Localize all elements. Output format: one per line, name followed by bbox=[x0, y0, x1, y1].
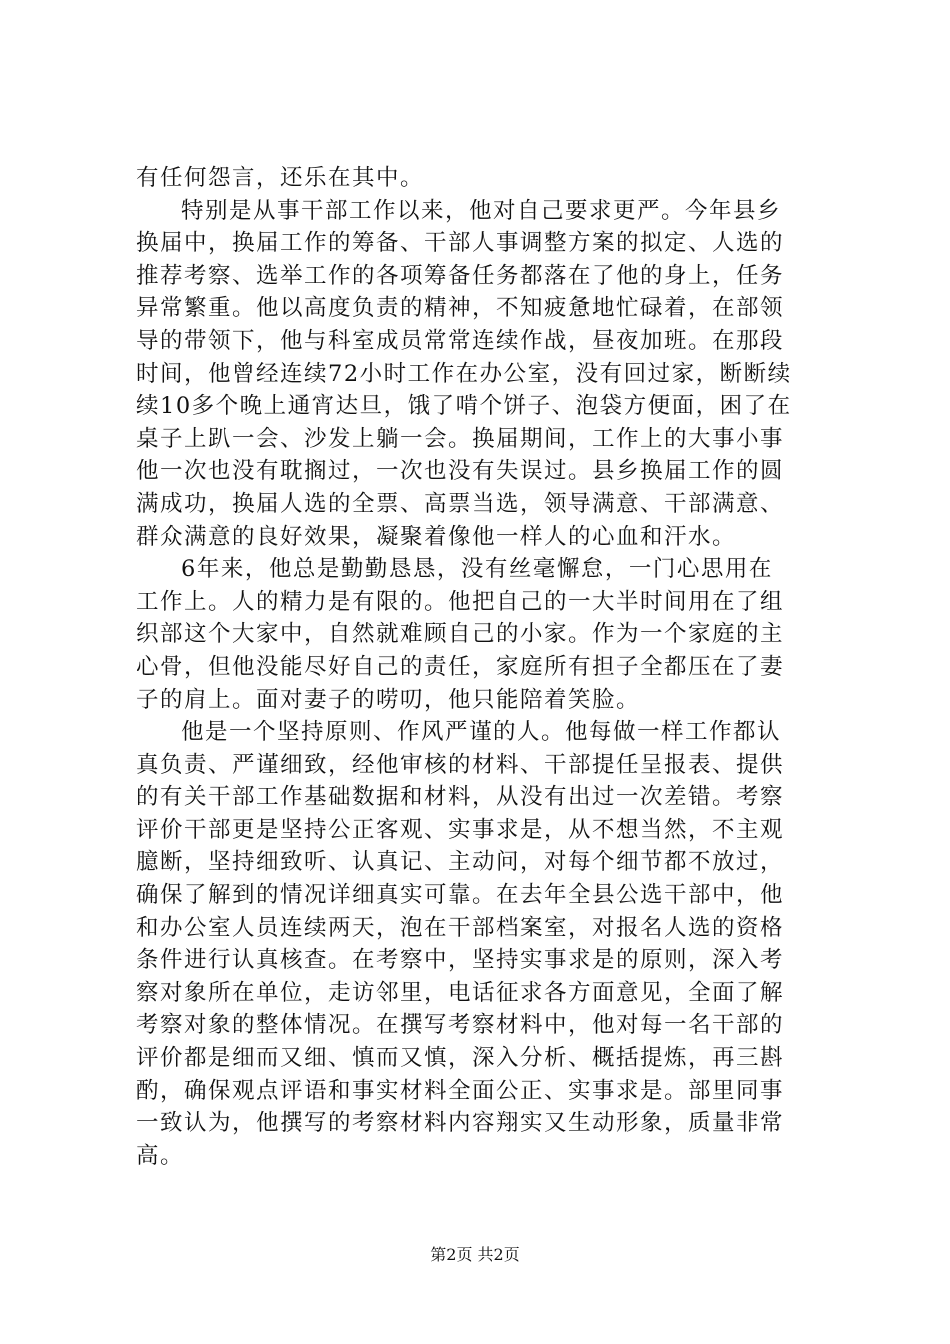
text-line: 臆断，坚持细致听、认真记、主动问，对每个细节都不放过， bbox=[136, 849, 785, 876]
text-line: 和办公室人员连续两天，泡在干部档案室，对报名人选的资格 bbox=[136, 914, 785, 941]
paragraph-start-line: 他是一个坚持原则、作风严谨的人。他每做一样工作都认 bbox=[181, 719, 782, 746]
text-line: 推荐考察、选举工作的各项筹备任务都落在了他的身上，任务 bbox=[136, 262, 785, 289]
text-line: 的有关干部工作基础数据和材料，从没有出过一次差错。考察 bbox=[136, 784, 785, 811]
text-line: 满成功，换届人选的全票、高票当选，领导满意、干部满意、 bbox=[136, 490, 785, 517]
text-line: 换届中，换届工作的筹备、干部人事调整方案的拟定、人选的 bbox=[136, 230, 785, 257]
text-line: 确保了解到的情况详细真实可靠。在去年全县公选干部中，他 bbox=[136, 882, 785, 909]
text-line: 续10多个晚上通宵达旦，饿了啃个饼子、泡袋方便面，困了在 bbox=[136, 393, 792, 420]
text-line: 真负责、严谨细致，经他审核的材料、干部提任呈报表、提供 bbox=[136, 751, 785, 778]
paragraph-start-line: 特别是从事干部工作以来，他对自己要求更严。今年县乡 bbox=[181, 197, 782, 224]
text-line: 子的肩上。面对妻子的唠叨，他只能陪着笑脸。 bbox=[136, 686, 641, 713]
text-line: 高。 bbox=[136, 1142, 185, 1169]
text-line: 工作上。人的精力是有限的。他把自己的一大半时间用在了组 bbox=[136, 588, 785, 615]
text-line: 酌，确保观点评语和事实材料全面公正、实事求是。部里同事 bbox=[136, 1077, 785, 1104]
text-line: 异常繁重。他以高度负责的精神，不知疲惫地忙碌着，在部领 bbox=[136, 295, 785, 322]
text-line: 他一次也没有耽搁过，一次也没有失误过。县乡换届工作的圆 bbox=[136, 458, 785, 485]
text-line: 评价干部更是坚持公正客观、实事求是，从不想当然，不主观 bbox=[136, 816, 785, 843]
text-line: 考察对象的整体情况。在撰写考察材料中，他对每一名干部的 bbox=[136, 1012, 785, 1039]
document-body bbox=[136, 162, 820, 1172]
page-number: 第2页 共2页 bbox=[430, 1245, 520, 1264]
text-line: 条件进行认真核查。在考察中，坚持实事求是的原则，深入考 bbox=[136, 947, 785, 974]
text-line: 织部这个大家中，自然就难顾自己的小家。作为一个家庭的主 bbox=[136, 621, 785, 648]
text-line: 桌子上趴一会、沙发上躺一会。换届期间，工作上的大事小事 bbox=[136, 425, 785, 452]
text-line: 察对象所在单位，走访邻里，电话征求各方面意见，全面了解 bbox=[136, 979, 785, 1006]
text-line: 有任何怨言，还乐在其中。 bbox=[136, 165, 425, 191]
text-line: 评价都是细而又细、慎而又慎，深入分析、概括提炼，再三斟 bbox=[136, 1045, 785, 1072]
text-line: 心骨，但他没能尽好自己的责任，家庭所有担子全都压在了妻 bbox=[136, 653, 785, 680]
paragraph-start-line: 6年来，他总是勤勤恳恳，没有丝毫懈怠，一门心思用在 bbox=[181, 556, 773, 583]
text-line: 导的带领下，他与科室成员常常连续作战，昼夜加班。在那段 bbox=[136, 327, 785, 354]
text-line: 时间，他曾经连续72小时工作在办公室，没有回过家，断断续 bbox=[136, 360, 792, 387]
page-footer bbox=[0, 1245, 950, 1265]
text-line: 群众满意的良好效果，凝聚着像他一样人的心血和汗水。 bbox=[136, 523, 737, 550]
text-line: 一致认为，他撰写的考察材料内容翔实又生动形象，质量非常 bbox=[136, 1110, 785, 1137]
